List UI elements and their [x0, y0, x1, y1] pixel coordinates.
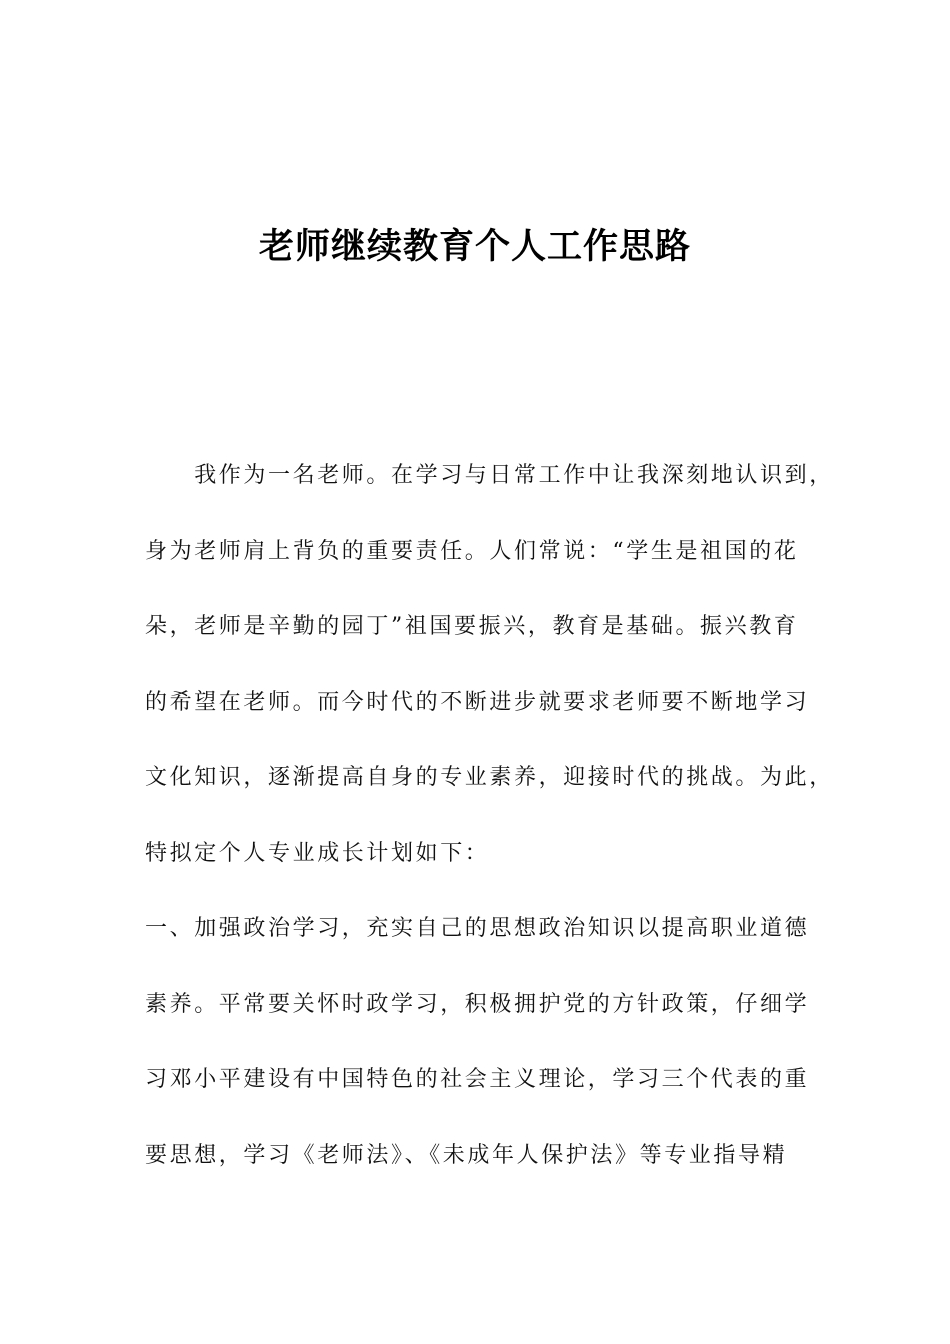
body-line: 习邓小平建设有中国特色的社会主义理论，学习三个代表的重 — [145, 1067, 810, 1092]
body-line: 朵，老师是辛勤的园丁”祖国要振兴，教育是基础。振兴教育 — [145, 614, 799, 639]
document-title: 老师继续教育个人工作思路 — [258, 227, 691, 267]
body-line: 要思想，学习《老师法》、《未成年人保护法》等专业指导精 — [145, 1142, 788, 1168]
body-line: 素养。平常要关怀时政学习，积极拥护党的方针政策，仔细学 — [145, 991, 810, 1017]
body-line: 我作为一名老师。在学习与日常工作中让我深刻地认识到， — [145, 463, 834, 488]
body-line: 身为老师肩上背负的重要责任。人们常说：“学生是祖国的花 — [145, 538, 799, 564]
body-line: 文化知识，逐渐提高自身的专业素养，迎接时代的挑战。为此， — [145, 765, 834, 790]
document-body — [145, 450, 834, 1205]
body-line: 一、加强政治学习，充实自己的思想政治知识以提高职业道德 — [145, 916, 810, 941]
body-line: 特拟定个人专业成长计划如下： — [145, 840, 490, 866]
body-line: 的希望在老师。而今时代的不断进步就要求老师要不断地学习 — [145, 689, 810, 715]
